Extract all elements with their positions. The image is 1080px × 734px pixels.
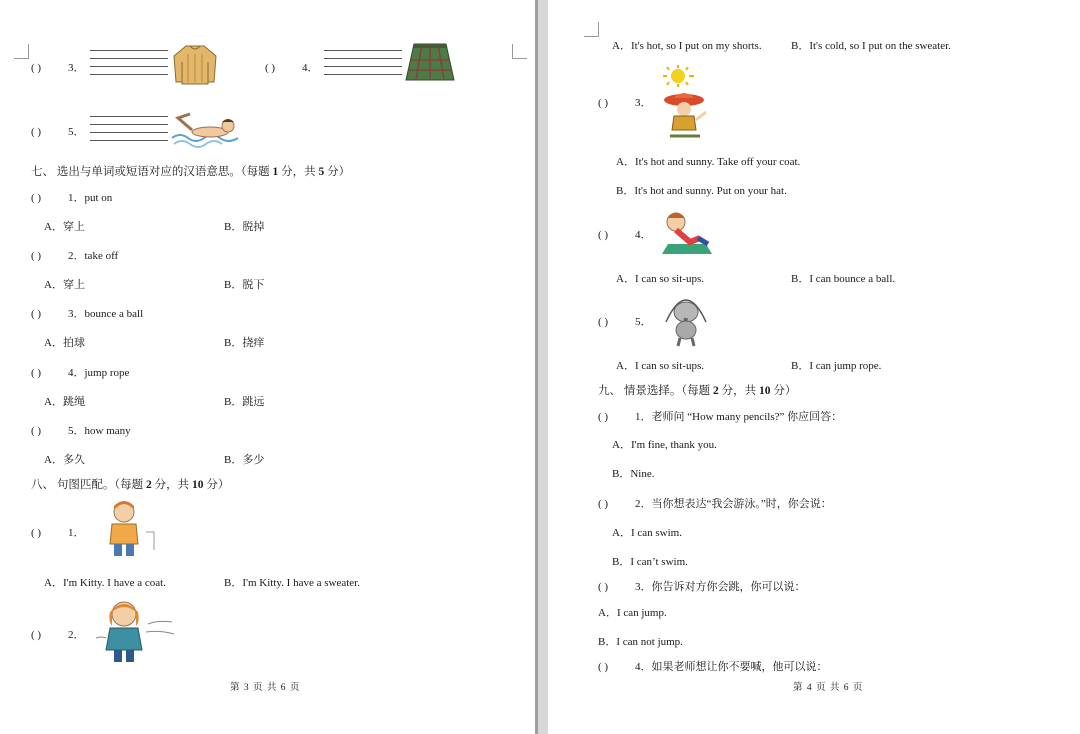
answer-paren[interactable]: ( ): [598, 229, 609, 241]
swimmer-picture: [170, 108, 240, 150]
answer-paren[interactable]: ( ): [598, 581, 609, 593]
girl-coat-picture: [92, 598, 176, 666]
question-number: 4．: [635, 229, 652, 241]
skirt-picture: [404, 42, 456, 84]
section-8-title: 八、 句图匹配。（每题 2 分，共 10 分）: [31, 479, 230, 491]
answer-paren[interactable]: ( ): [265, 62, 276, 74]
crop-mark: [584, 22, 599, 37]
option-a[interactable]: A．跳绳: [44, 396, 85, 408]
answer-paren[interactable]: ( ): [31, 367, 42, 379]
answer-paren[interactable]: ( ): [598, 316, 609, 328]
question-text: 1．put on: [68, 192, 113, 204]
question-text: 5．how many: [68, 425, 131, 437]
question-text: 2．take off: [68, 250, 119, 262]
sweater-picture: [172, 42, 218, 86]
option-a[interactable]: A．I can swim.: [612, 527, 682, 539]
question-text: 1．老师问 “How many pencils?” 你应回答：: [635, 411, 843, 423]
writing-lines[interactable]: [324, 50, 402, 82]
option-b[interactable]: B．挠痒: [224, 337, 265, 349]
answer-paren[interactable]: ( ): [31, 250, 42, 262]
boy-situps-picture: [660, 210, 716, 256]
question-number: 2．: [68, 629, 85, 641]
question-text: 4．如果老师想让你不要喊，他可以说：: [635, 661, 828, 673]
question-number: 3．: [635, 97, 652, 109]
option-a[interactable]: A．I can so sit-ups.: [616, 273, 704, 285]
question-number: 5．: [635, 316, 652, 328]
page-3: [0, 0, 535, 734]
answer-paren[interactable]: ( ): [598, 411, 609, 423]
option-a[interactable]: A．I can so sit-ups.: [616, 360, 704, 372]
option-a[interactable]: A．I can jump.: [598, 607, 667, 619]
option-a[interactable]: A．穿上: [44, 221, 85, 233]
option-b[interactable]: B．脱掉: [224, 221, 265, 233]
option-a[interactable]: A．It's hot, so I put on my shorts.: [612, 40, 762, 52]
answer-paren[interactable]: ( ): [31, 62, 42, 74]
option-b[interactable]: B．Nine.: [612, 468, 655, 480]
option-b[interactable]: B．I can’t swim.: [612, 556, 688, 568]
elephant-jump-rope-picture: [660, 292, 712, 348]
option-b[interactable]: B．I'm Kitty. I have a sweater.: [224, 577, 360, 589]
page-4: [548, 0, 1080, 734]
crop-mark: [14, 44, 29, 59]
answer-paren[interactable]: ( ): [598, 498, 609, 510]
option-b[interactable]: B．It's hot and sunny. Put on your hat.: [616, 185, 787, 197]
answer-paren[interactable]: ( ): [31, 425, 42, 437]
answer-paren[interactable]: ( ): [31, 192, 42, 204]
question-text: 3．你告诉对方你会跳，你可以说：: [635, 581, 806, 593]
option-b[interactable]: B．I can bounce a ball.: [791, 273, 896, 285]
option-b[interactable]: B．脱下: [224, 279, 265, 291]
question-text: 2．当你想表达“我会游泳。”时，你会说：: [635, 498, 832, 510]
question-number: 3．: [68, 62, 85, 74]
answer-paren[interactable]: ( ): [31, 527, 42, 539]
sun-picture: [658, 64, 702, 88]
section-7-title: 七、 选出与单词或短语对应的汉语意思。（每题 1 分，共 5 分）: [31, 166, 351, 178]
question-text: 3．bounce a ball: [68, 308, 144, 320]
question-number: 5．: [68, 126, 85, 138]
option-a[interactable]: A．I'm fine, thank you.: [612, 439, 717, 451]
writing-lines[interactable]: [90, 116, 168, 148]
boy-hat-picture: [660, 92, 712, 138]
page-gap: [535, 0, 538, 734]
question-text: 4．jump rope: [68, 367, 130, 379]
crop-mark: [512, 44, 527, 59]
option-a[interactable]: A．穿上: [44, 279, 85, 291]
option-a[interactable]: A．It's hot and sunny. Take off your coat.: [616, 156, 801, 168]
answer-paren[interactable]: ( ): [31, 308, 42, 320]
question-number: 1．: [68, 527, 85, 539]
option-b[interactable]: B．跳远: [224, 396, 265, 408]
option-b[interactable]: B．I can jump rope.: [791, 360, 882, 372]
option-a[interactable]: A．多久: [44, 454, 85, 466]
writing-lines[interactable]: [90, 50, 168, 82]
answer-paren[interactable]: ( ): [31, 629, 42, 641]
option-a[interactable]: A．拍球: [44, 337, 85, 349]
page-footer: 第 3 页 共 6 页: [230, 683, 301, 693]
option-b[interactable]: B．多少: [224, 454, 265, 466]
girl-sweater-picture: [104, 498, 156, 560]
option-b[interactable]: B．I can not jump.: [598, 636, 683, 648]
option-b[interactable]: B．It's cold, so I put on the sweater.: [791, 40, 951, 52]
option-a[interactable]: A．I'm Kitty. I have a coat.: [44, 577, 166, 589]
section-9-title: 九、 情景选择。（每题 2 分，共 10 分）: [598, 385, 797, 397]
page-footer: 第 4 页 共 6 页: [793, 683, 864, 693]
answer-paren[interactable]: ( ): [31, 126, 42, 138]
question-number: 4．: [302, 62, 319, 74]
answer-paren[interactable]: ( ): [598, 661, 609, 673]
answer-paren[interactable]: ( ): [598, 97, 609, 109]
